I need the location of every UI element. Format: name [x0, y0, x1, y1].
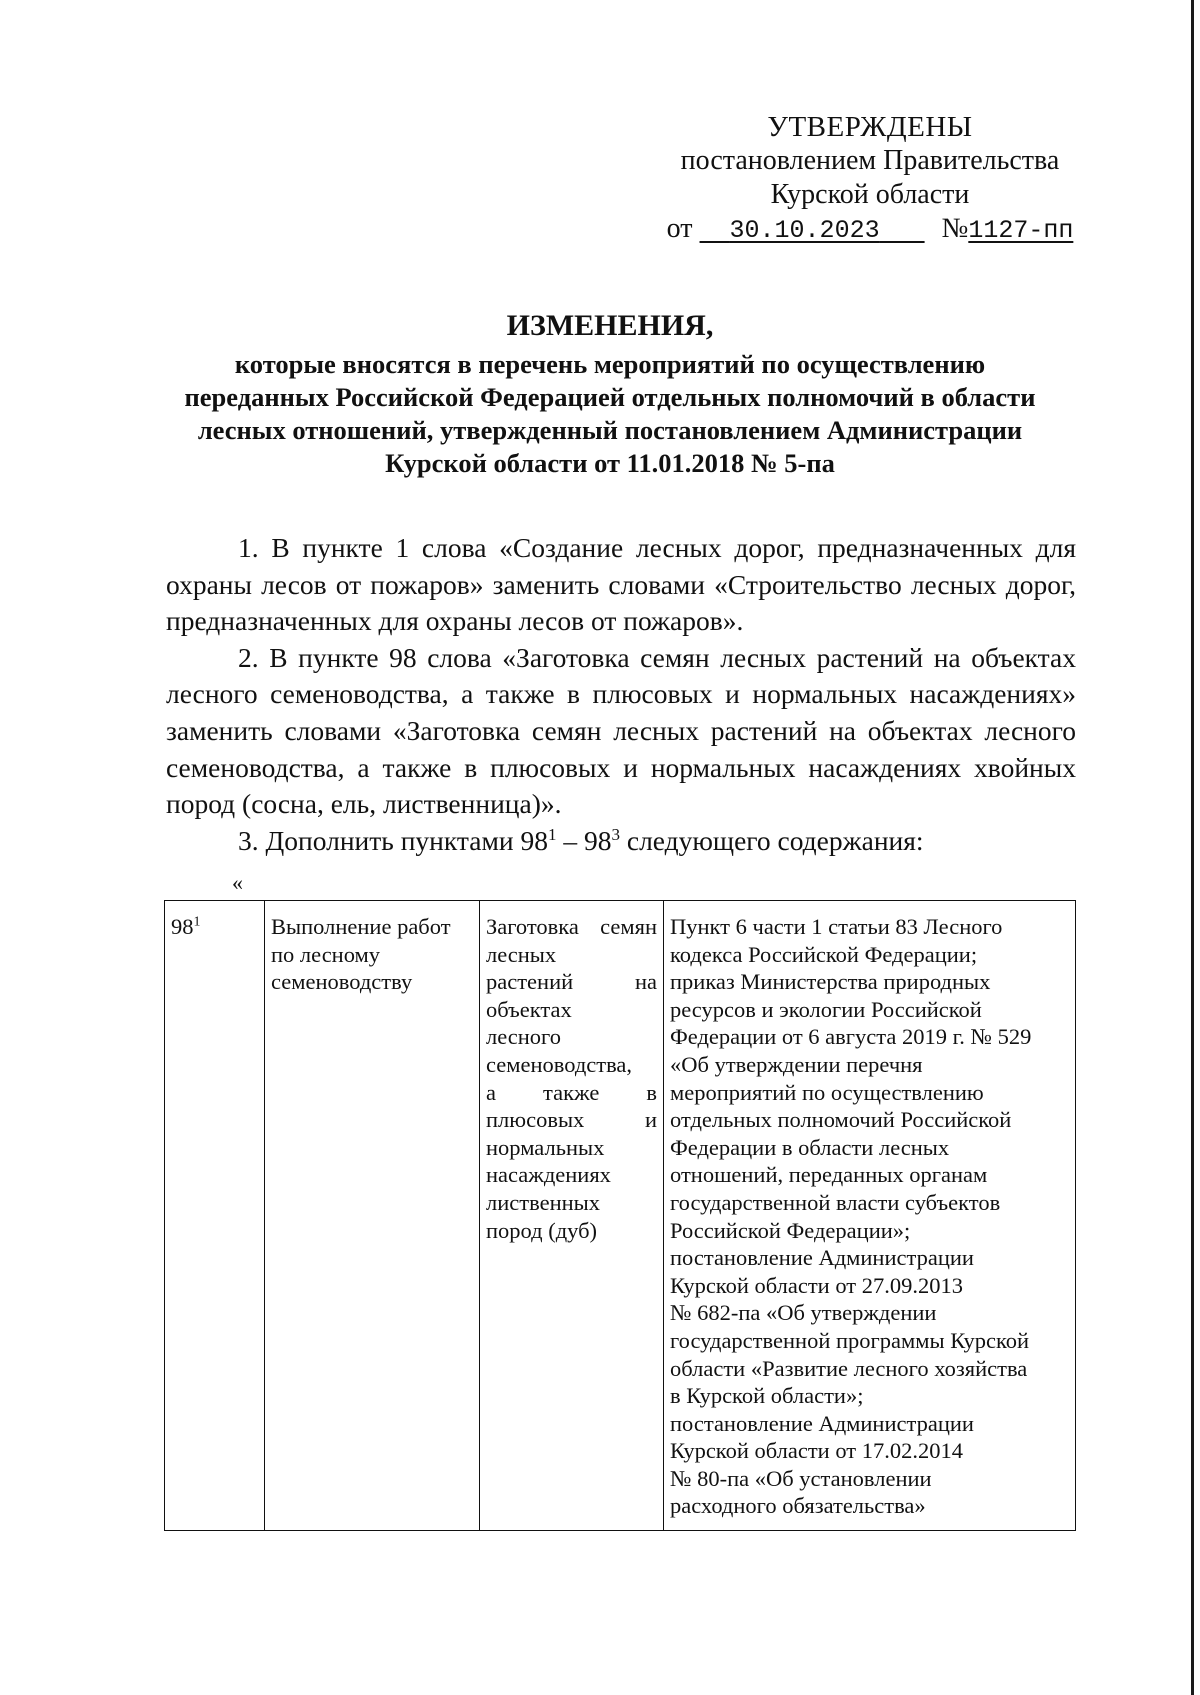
- heading-line-3: лесных отношений, утвержденный постановлением Администрации: [197, 415, 1023, 445]
- legal-basis-cell: Пункт 6 части 1 статьи 83 Лесного кодекса Российской Федерации; приказ Министерства природных ресурсов и экологии Российской Федерации от 6 августа 2019 г. № 529 «Об утверждении перечня мероприятий по осуществлению отдельных полномочий Российской Федерации в области лесных отношений, переданных органам государственной власти субъектов Российской Федерации»; постановление Администрации Курской области от 27.09.2013 № 682-па «Об утверждении государственной программы Курской области «Развитие лесного хозяйства в Курской области»; постановление Администрации Курской области от 17.02.2014 № 80-па «Об установлении расходного обязательства»: [664, 901, 1076, 1531]
- description-cell: Заготовка семян лесных растений на объектах лесного семеноводства, а также в плюсовых и нормальных насаждениях лиственных пород (дуб): [480, 901, 664, 1531]
- approval-date-line: [660, 212, 1080, 248]
- measures-table: [164, 900, 1076, 1531]
- approval-title: УТВЕРЖДЕНЫ: [767, 111, 973, 143]
- item-1-paragraph: 1. В пункте 1 слова «Создание лесных дорог, предназначенных для охраны лесов от пожаров» заменить словами «Строительство лесных дорог, предназначенных для охраны лесов от пожаров».: [166, 532, 1076, 637]
- approval-number: 1127-пп: [968, 216, 1074, 245]
- heading-line-2: переданных Российской Федерацией отдельных полномочий в области: [184, 382, 1036, 412]
- approval-stamp: [660, 110, 1080, 248]
- work-type-cell: Выполнение работ по лесному семеноводству: [265, 901, 480, 1531]
- date-prefix: от: [666, 213, 693, 244]
- document-body: [166, 530, 1076, 859]
- item-2-paragraph: 2. В пункте 98 слова «Заготовка семян лесных растений на объектах лесного семеноводства, а также в плюсовых и нормальных насаждениях» заменить словами «Заготовка семян лесных растений на объектах лесного семеноводства, а также в плюсовых и нормальных насаждениях хвойных пород (сосна, ель, лиственница)».: [166, 641, 1076, 820]
- item-3-paragraph: 3. Дополнить пунктами $98^1 - 98^3$ следующего содержания:: [238, 824, 924, 856]
- heading-line-1: которые вносятся в перечень мероприятий по осуществлению: [234, 349, 986, 379]
- approval-line-1: постановлением Правительства: [680, 145, 1060, 176]
- document-heading: [150, 306, 1070, 480]
- approval-date: 30.10.2023: [729, 216, 880, 245]
- row-number-cell: $98^1$: [165, 901, 265, 1531]
- approval-line-2: Курской области: [770, 179, 970, 210]
- quote-open-mark: «: [232, 870, 243, 895]
- number-prefix: №: [941, 213, 969, 244]
- heading-title: ИЗМЕНЕНИЯ,: [506, 309, 714, 342]
- page-edge-line: [1191, 0, 1194, 1695]
- heading-line-4: Курской области от 11.01.2018 № 5-па: [385, 448, 835, 478]
- table-row: [165, 901, 1076, 1531]
